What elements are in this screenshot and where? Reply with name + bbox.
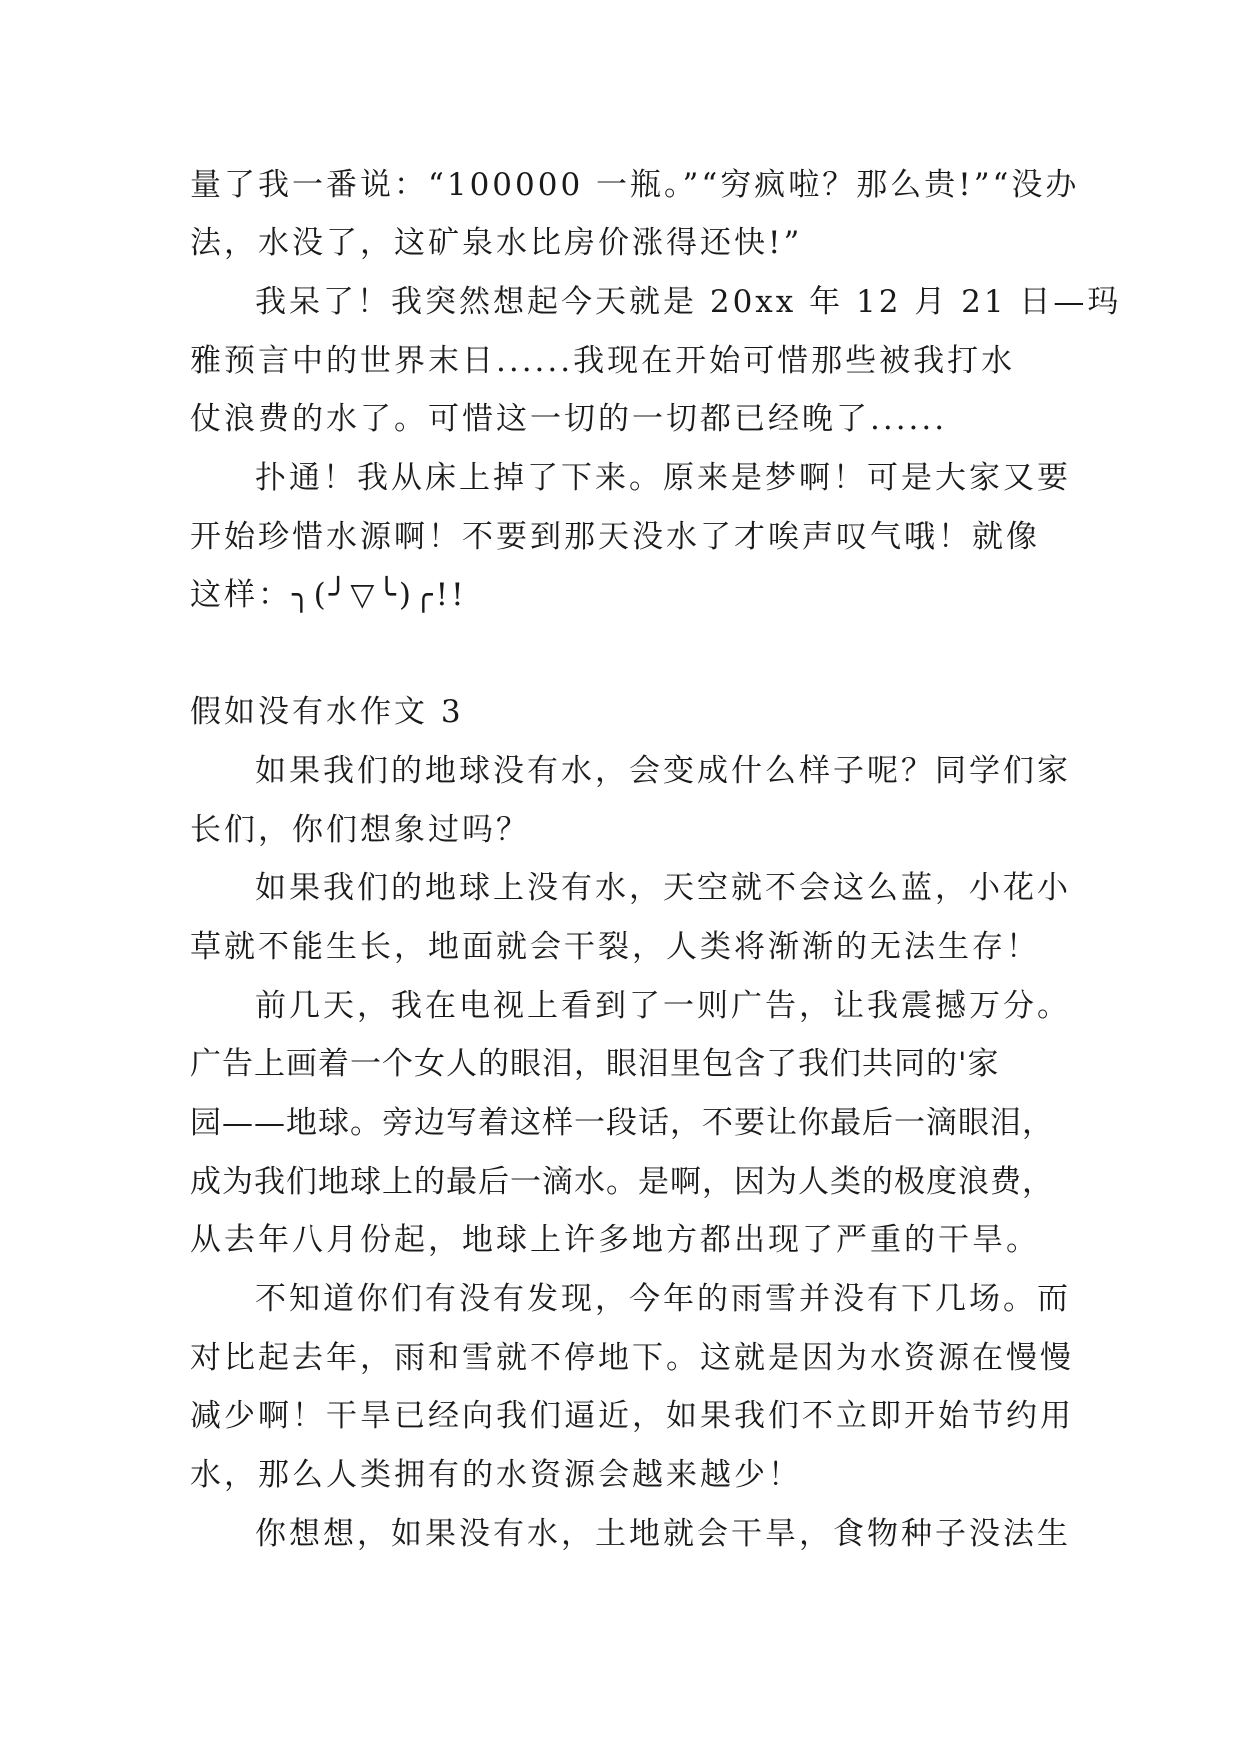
line-text: 不知道你们有没有发现，今年的雨雪并没有下几场。而 (255, 1281, 1071, 1317)
line-text: 开始珍惜水源啊！不要到那天没水了才唉声叹气哦！就像 (190, 519, 1040, 555)
line-text: 我呆了！我突然想起今天就是 20xx 年 12 月 21 日—玛 (255, 284, 1122, 320)
section-heading (0, 682, 1241, 742)
text-line (0, 331, 1241, 391)
line-text: 园——地球。旁边写着这样一段话，不要让你最后一滴眼泪， (190, 1105, 1054, 1141)
heading-text: 假如没有水作文 3 (190, 694, 464, 730)
text-line (0, 1269, 1241, 1329)
text-line (0, 858, 1241, 918)
text-line (0, 1504, 1241, 1564)
line-text: 减少啊！干旱已经向我们逼近，如果我们不立即开始节约用 (190, 1398, 1074, 1434)
line-text: 扑通！我从床上掉了下来。原来是梦啊！可是大家又要 (255, 460, 1071, 496)
line-text: 前几天，我在电视上看到了一则广告，让我震撼万分。 (255, 988, 1071, 1024)
text-line (0, 741, 1241, 801)
line-text: 对比起去年，雨和雪就不停地下。这就是因为水资源在慢慢 (190, 1340, 1074, 1376)
text-line (0, 389, 1241, 449)
line-text: 量了我一番说：“100000 一瓶。”“穷疯啦？那么贵!”“没办 (190, 167, 1080, 203)
line-text: 水，那么人类拥有的水资源会越来越少！ (190, 1457, 802, 1493)
text-line (0, 272, 1241, 332)
line-text: 如果我们的地球没有水，会变成什么样子呢？同学们家 (255, 753, 1071, 789)
line-text: 雅预言中的世界末日......我现在开始可惜那些被我打水 (190, 343, 1016, 379)
text-line (0, 1152, 1241, 1212)
text-line (0, 213, 1241, 273)
text-line (0, 1445, 1241, 1505)
text-line (0, 565, 1241, 625)
text-line (0, 1328, 1241, 1388)
line-text: 草就不能生长，地面就会干裂，人类将渐渐的无法生存！ (190, 929, 1040, 965)
line-text: 如果我们的地球上没有水，天空就不会这么蓝，小花小 (255, 870, 1071, 906)
text-line (0, 1093, 1241, 1153)
text-line (0, 1210, 1241, 1270)
text-line (0, 917, 1241, 977)
line-text: 从去年八月份起，地球上许多地方都出现了严重的干旱。 (190, 1222, 1040, 1258)
text-line (0, 976, 1241, 1036)
text-line (0, 507, 1241, 567)
line-text: 成为我们地球上的最后一滴水。是啊，因为人类的极度浪费， (190, 1164, 1054, 1200)
text-line (0, 155, 1241, 215)
line-text: 长们，你们想象过吗？ (190, 812, 530, 848)
line-text: 你想想，如果没有水，土地就会干旱，食物种子没法生 (255, 1516, 1071, 1552)
text-line (0, 1386, 1241, 1446)
line-text: 仗浪费的水了。可惜这一切的一切都已经晚了...... (190, 401, 948, 437)
line-text: 法，水没了，这矿泉水比房价涨得还快!” (190, 225, 803, 261)
text-line (0, 1034, 1241, 1094)
text-line (0, 448, 1241, 508)
text-line (0, 800, 1241, 860)
line-text: 广告上画着一个女人的眼泪，眼泪里包含了我们共同的'家 (190, 1046, 1000, 1082)
line-text: 这样：╮(╯▽╰)╭!! (190, 577, 467, 613)
